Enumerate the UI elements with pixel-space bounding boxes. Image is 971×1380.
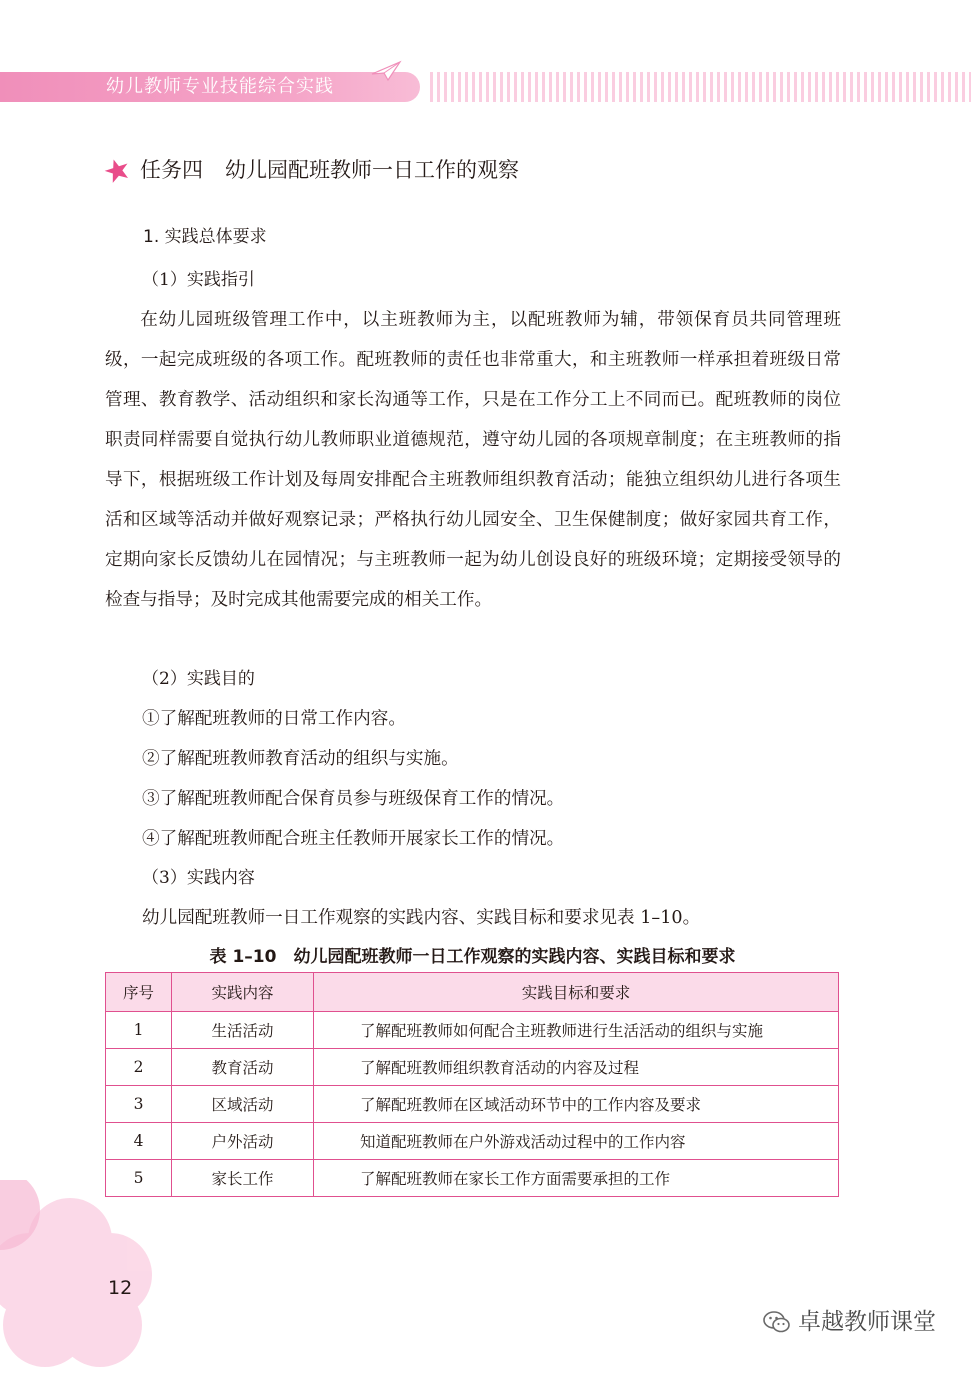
row-goal: 了解配班教师组织教育活动的内容及过程 [314,1049,839,1086]
row-number: 3 [106,1086,172,1123]
table-row [106,1160,839,1197]
table-row [106,1049,839,1086]
row-goal: 了解配班教师在区域活动环节中的工作内容及要求 [314,1086,839,1123]
wechat-icon [762,1309,792,1335]
header-cell: 实践目标和要求 [314,973,839,1012]
task-title: 幼儿园配班教师一日工作的观察 [225,158,519,182]
table-row [106,1123,839,1160]
task-heading [104,154,519,186]
purpose-item: ②了解配班教师教育活动的组织与实施。 [142,749,459,769]
table-header-row [106,973,839,1012]
row-number: 2 [106,1049,172,1086]
paper-plane-icon [370,60,402,82]
content-intro: 幼儿园配班教师一日工作观察的实践内容、实践目标和要求见表 1–10。 [142,908,701,928]
section-title: 1. 实践总体要求 [143,227,267,247]
row-content: 户外活动 [172,1123,314,1160]
star-icon [104,157,130,183]
purpose-item: ①了解配班教师的日常工作内容。 [142,709,406,729]
row-goal: 了解配班教师在家长工作方面需要承担的工作 [314,1160,839,1197]
subsection-content: （3）实践内容 [142,868,255,888]
row-number: 4 [106,1123,172,1160]
task-number: 任务四 [140,158,203,182]
header-cell: 实践内容 [172,973,314,1012]
row-goal: 了解配班教师如何配合主班教师进行生活活动的组织与实施 [314,1012,839,1049]
purpose-item: ③了解配班教师配合保育员参与班级保育工作的情况。 [142,789,565,809]
row-goal: 知道配班教师在户外游戏活动过程中的工作内容 [314,1123,839,1160]
flower-decoration-icon [0,1180,200,1380]
guide-paragraph: 在幼儿园班级管理工作中，以主班教师为主，以配班教师为辅，带领保育员共同管理班级，一起完成班级的各项工作。配班教师的责任也非常重大，和主班教师一样承担着班级日常管理、教育教学、活动组织和家长沟通等工作，只是在工作分工上不同而已。配班教师的岗位职责同样需要自觉执行幼儿教师职业道德规范，遵守幼儿园的各项规章制度；在主班教师的指导下，根据班级工作计划及每周安排配合主班教师组织教育活动；能独立组织幼儿进行各项生活和区域等活动并做好观察记录；严格执行幼儿园安全、卫生保健制度；做好家园共育工作，定期向家长反馈幼儿在园情况；与主班教师一起为幼儿创设良好的班级环境；定期接受领导的检查与指导；及时完成其他需要完成的相关工作。 [105,310,841,610]
page-number: 12 [108,1277,133,1299]
purpose-item: ④了解配班教师配合班主任教师开展家长工作的情况。 [142,829,565,849]
row-number: 5 [106,1160,172,1197]
table-row [106,1086,839,1123]
table-row [106,1012,839,1049]
row-content: 教育活动 [172,1049,314,1086]
header-cell: 序号 [106,973,172,1012]
watermark [762,1306,936,1338]
practice-table [105,972,839,1197]
subsection-guide: （1）实践指引 [142,270,255,290]
row-number: 1 [106,1012,172,1049]
table-caption: 表 1–10 幼儿园配班教师一日工作观察的实践内容、实践目标和要求 [209,947,736,967]
subsection-purpose: （2）实践目的 [142,669,255,689]
header-stripes [430,72,971,102]
watermark-text: 卓越教师课堂 [798,1309,936,1335]
row-content: 生活活动 [172,1012,314,1049]
row-content: 区域活动 [172,1086,314,1123]
row-content: 家长工作 [172,1160,314,1197]
running-header-title: 幼儿教师专业技能综合实践 [106,76,334,97]
